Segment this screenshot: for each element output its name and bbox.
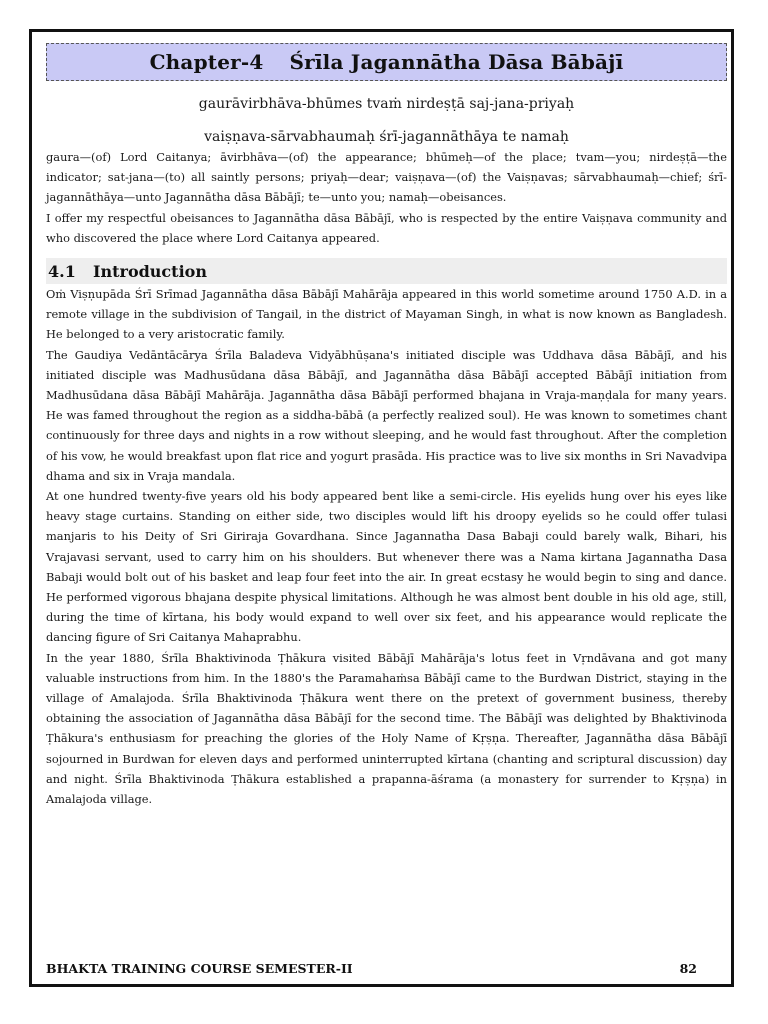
verse-line-1: gaurāvirbhāva-bhūmes tvaṁ nirdeṣṭā saj-jana-priyaḥ bbox=[198, 96, 575, 112]
page-footer bbox=[46, 961, 697, 976]
section-number: 4.1 bbox=[48, 261, 76, 281]
paragraph: Oṁ Viṣṇupāda Śrī Srīmad Jagannātha dāsa Bābājī Mahārāja appeared in this world sometime around 1750 A.D. in a remote village in the subdivision of Tangail, in the district of Mayaman Singh, in what is now known as Bangladesh. He belonged to a very aristocratic family. bbox=[46, 287, 727, 342]
section-heading bbox=[46, 258, 727, 284]
page-frame bbox=[29, 29, 734, 987]
translation: I offer my respectful obeisances to Jagannātha dāsa Bābājī, who is respected by the entire Vaiṣṇava community and who discovered the place where Lord Caitanya appeared. bbox=[46, 210, 727, 245]
section-title: Introduction bbox=[93, 261, 207, 281]
verse-line-2: vaiṣṇava-sārvabhaumaḥ śrī-jagannāthāya te namaḥ bbox=[204, 129, 569, 145]
footer-course-title: BHAKTA TRAINING COURSE SEMESTER-II bbox=[46, 961, 353, 976]
synonyms: gaura—(of) Lord Caitanya; āvirbhāva—(of) the appearance; bhūmeḥ—of the place; tvam—you; nirdeṣṭā—the indicator; sat-jana—(to) all saintly persons; priyaḥ—dear; vaiṣṇava—(of) the Vaiṣṇavas; sārvabhaumaḥ—chief; śrī-jagannāthāya—unto Jagannātha dāsa Bābājī; te—unto you; namaḥ—obeisances. bbox=[46, 150, 727, 205]
chapter-label: Chapter-4 bbox=[149, 50, 264, 74]
paragraph: In the year 1880, Śrīla Bhaktivinoda Ṭhākura visited Bābājī Mahārāja's lotus feet in Vṛndāvana and got many valuable instructions from him. In the 1880's the Paramahaṁsa Bābājī came to the Burdwan District, staying in the village of Amalajoda. Śrīla Bhaktivinoda Ṭhākura went there on the pretext of government business, thereby obtaining the association of Jagannātha dāsa Bābājī for the second time. The Bābājī was delighted by Bhaktivinoda Ṭhākura's enthusiasm for preaching the glories of the Holy Name of Kṛṣṇa. Thereafter, Jagannātha dāsa Bābājī sojourned in Burdwan for eleven days and performed uninterrupted kīrtana (chanting and scriptural discussion) day and night. Śrīla Bhaktivinoda Ṭhākura established a prapanna-āśrama (a monastery for surrender to Kṛṣṇa) in Amalajoda village. bbox=[46, 650, 727, 807]
page-content bbox=[46, 43, 727, 809]
chapter-title: Śrīla Jagannātha Dāsa Bābājī bbox=[289, 50, 624, 74]
paragraph: The Gaudiya Vedāntācārya Śrīla Baladeva Vidyābhūṣana's initiated disciple was Uddhava dāsa Bābājī, and his initiated disciple was Madhusūdana dāsa Bābājī, and Jagannātha dāsa Bābājī accepted Bābājī initiation from Madhusūdana dāsa Bābājī Mahārāja. Jagannātha dāsa Bābājī performed bhajana in Vraja-maṇḍala for many years. He was famed throughout the region as a siddha-bābā (a perfectly realized soul). He was known to sometimes chant continuously for three days and nights in a row without sleeping, and he would fast throughout. After the completion of his vow, he would breakfast upon flat rice and yogurt prasāda. His practice was to live six months in Sri Navadvipa dhama and six in Vraja mandala. bbox=[46, 347, 727, 483]
chapter-header bbox=[46, 43, 727, 81]
paragraph: At one hundred twenty-five years old his body appeared bent like a semi-circle. His eyelids hung over his eyes like heavy stage curtains. Standing on either side, two disciples would lift his droopy eyelids so he could offer tulasi manjaris to his Deity of Sri Giriraja Govardhana. Since Jagannatha Dasa Babaji could barely walk, Bihari, his Vrajavasi servant, used to carry him on his shoulders. But whenever there was a Nama kirtana Jagannatha Dasa Babaji would bolt out of his basket and leap four feet into the air. In great ecstasy he would begin to sing and dance. He performed vigorous bhajana despite physical limitations. Although he was almost bent double in his old age, still, during the time of kīrtana, his body would expand to well over six feet, and his appearance would replicate the dancing figure of Sri Caitanya Mahaprabhu. bbox=[46, 489, 727, 645]
page-number: 82 bbox=[679, 961, 697, 976]
